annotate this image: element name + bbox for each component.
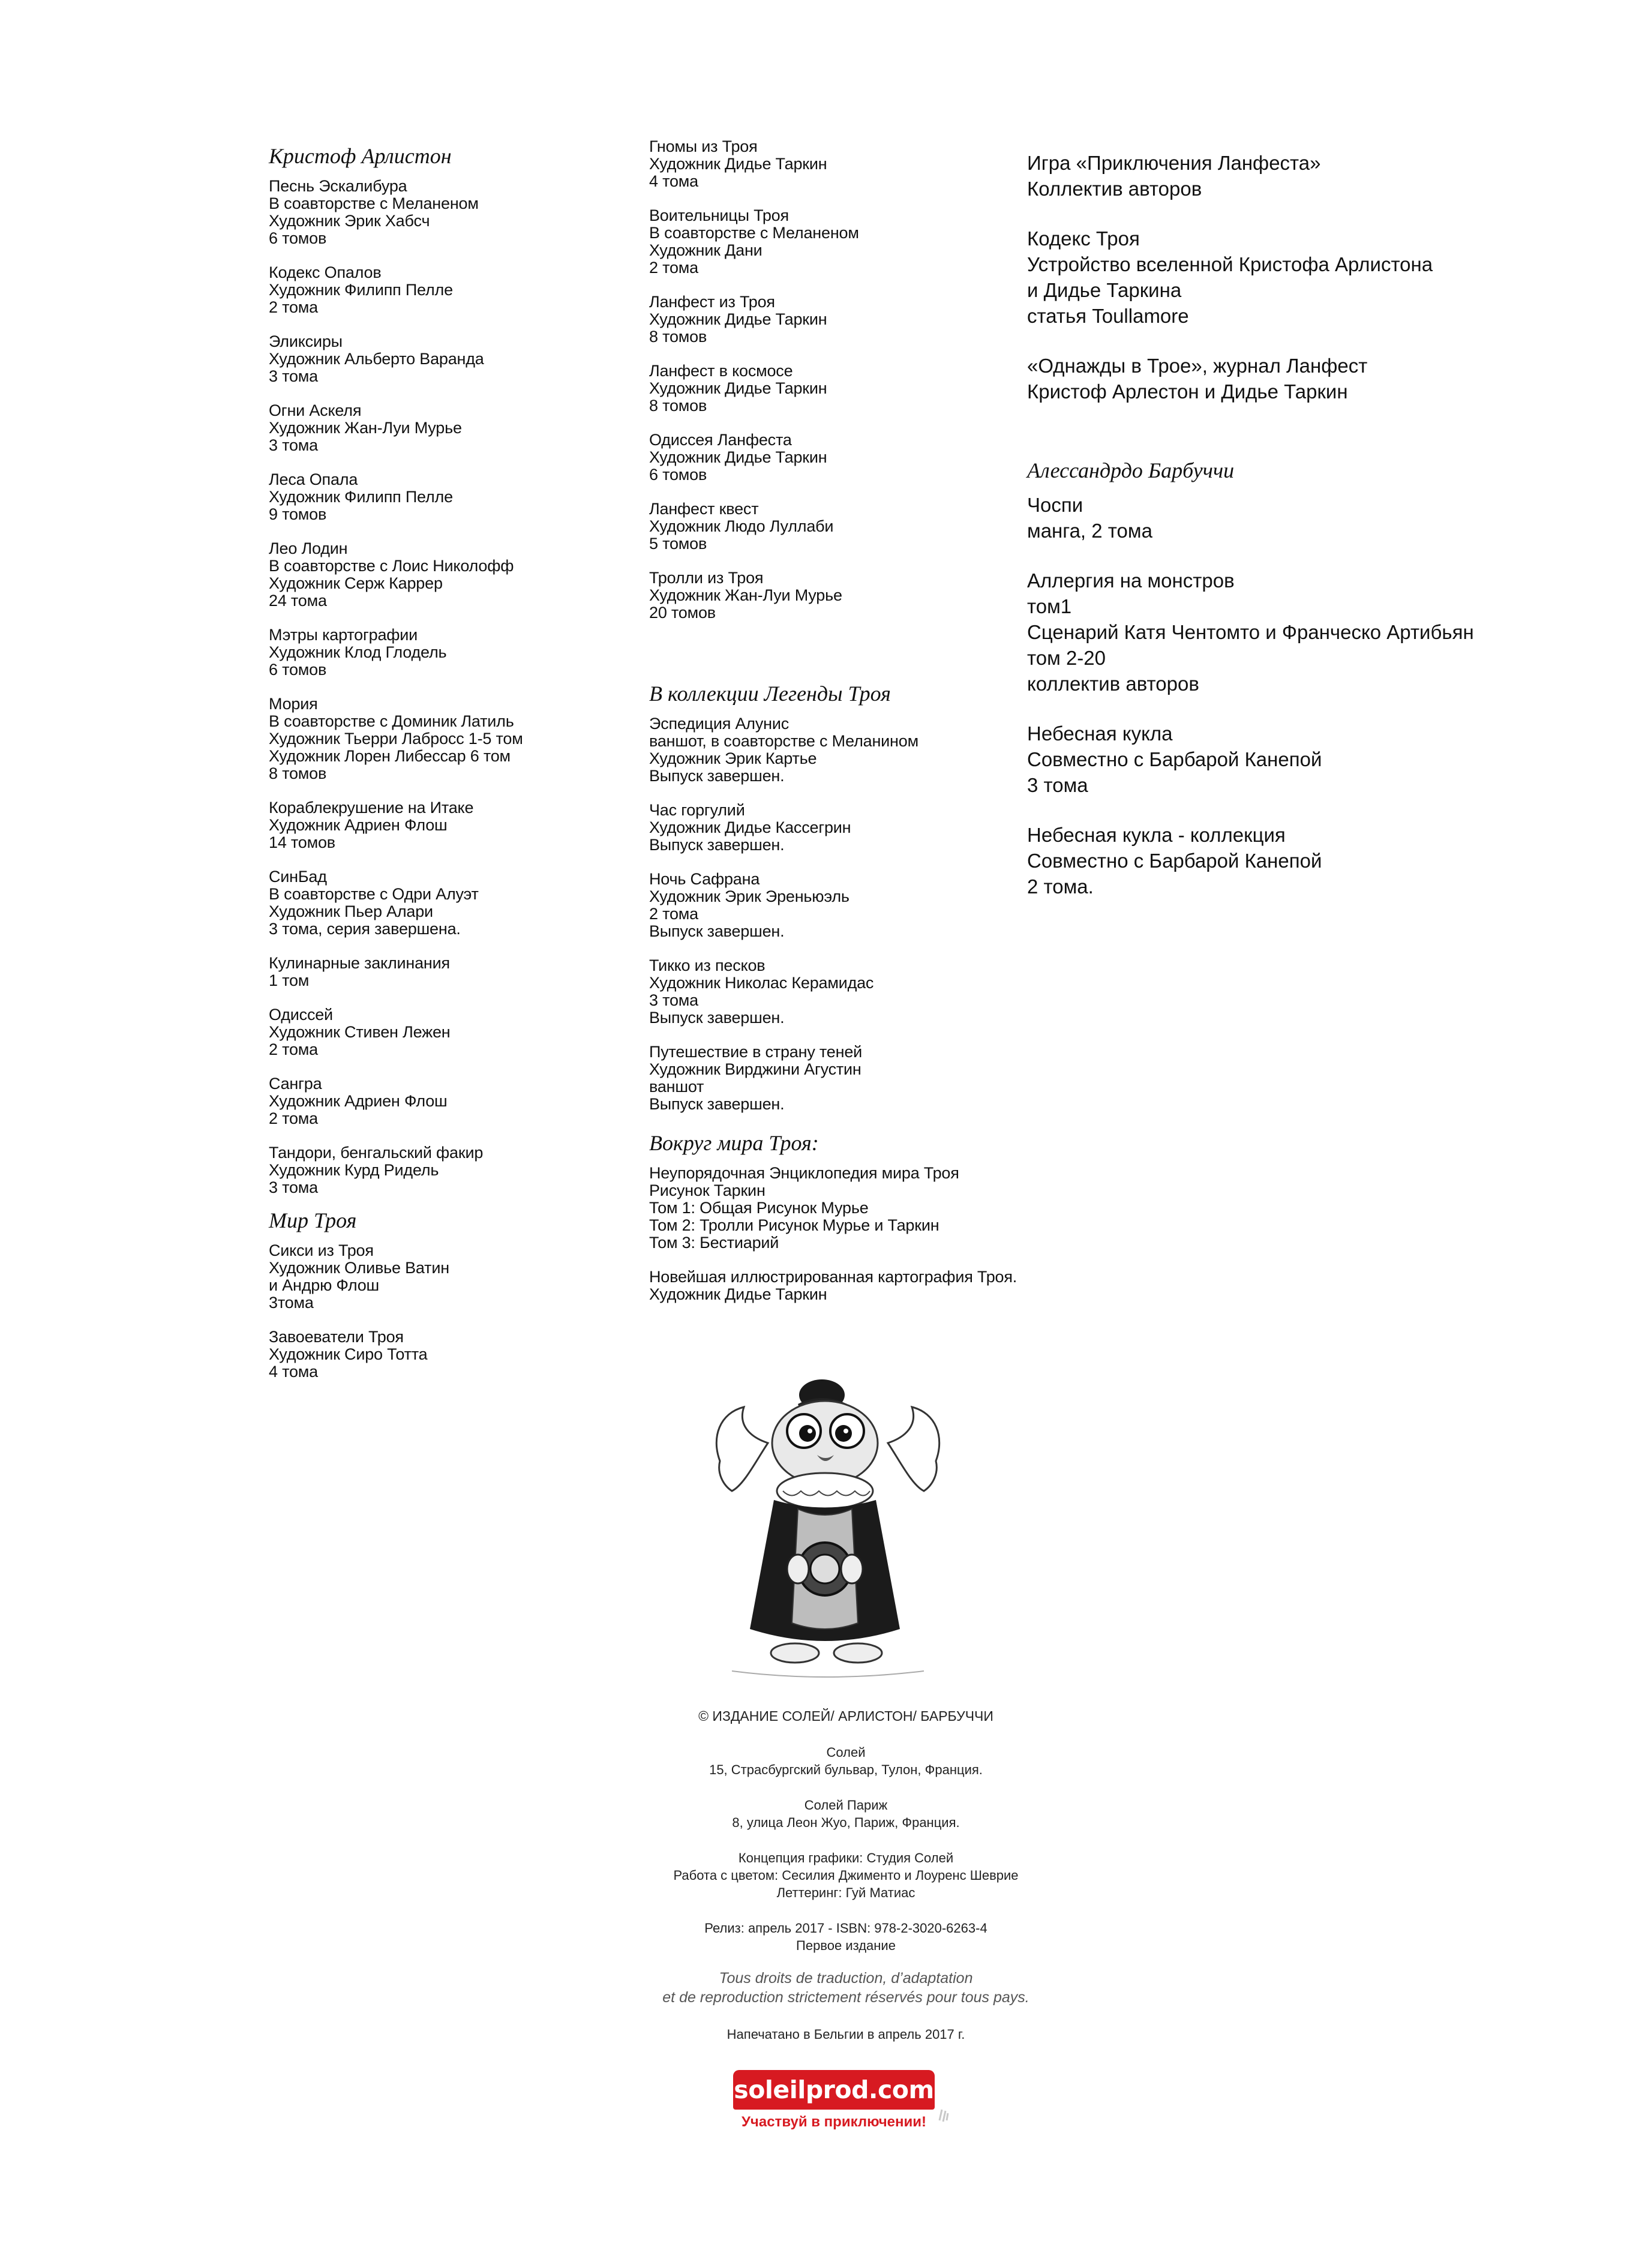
book-detail: Совместно с Барбарой Канепой <box>1027 850 1322 872</box>
book-detail: Художник Филипп Пелле <box>269 281 453 299</box>
mascot-illustration-icon <box>708 1371 948 1683</box>
book-detail: Художник Жан-Луи Мурье <box>269 419 462 437</box>
book-entry <box>269 402 605 454</box>
book-detail: 8 томов <box>269 764 327 782</box>
book-detail: Коллектив авторов <box>1027 178 1202 200</box>
book-detail: Художник Дидье Таркин <box>649 379 827 397</box>
book-entry <box>649 1165 1021 1252</box>
book-detail: 3 тома <box>1027 774 1088 796</box>
book-detail: Выпуск завершен. <box>649 1009 785 1027</box>
book-title: Час горгулий <box>649 801 745 819</box>
book-detail: том1 <box>1027 595 1072 617</box>
book-detail: Художник Дидье Таркин <box>649 310 827 328</box>
paris-office-name: Солей Париж <box>804 1798 888 1813</box>
book-entry <box>1027 492 1567 544</box>
book-detail: Художник Адриен Флош <box>269 816 448 834</box>
book-entry <box>269 868 605 938</box>
book-title: Одиссей <box>269 1006 333 1024</box>
release-info: Релиз: апрель 2017 - ISBN: 978-2-3020-6263-4 <box>704 1921 987 1936</box>
book-detail: манга, 2 тома <box>1027 520 1152 542</box>
book-detail: Художник Жан-Луи Мурье <box>649 586 842 604</box>
book-detail: В соавторстве с Меланеном <box>649 224 859 242</box>
book-list <box>649 1165 1021 1303</box>
book-title: Кулинарные заклинания <box>269 954 450 972</box>
paris-office-address: 8, улица Леон Жуо, Париж, Франция. <box>732 1815 960 1830</box>
section-heading-around-world: Вокруг мира Троя: <box>649 1131 819 1155</box>
book-entry <box>649 500 1021 553</box>
book-detail: Художник Тьерри Лабросс 1-5 том <box>269 730 523 748</box>
logo-tagline: Участвуй в приключении! <box>742 2114 926 2130</box>
book-entry <box>269 955 605 989</box>
book-detail: Художник Дани <box>649 241 763 259</box>
column-middle <box>649 138 1021 1320</box>
book-detail: Выпуск завершен. <box>649 836 785 854</box>
book-entry <box>649 293 1021 346</box>
book-title: Кодекс Троя <box>1027 227 1140 250</box>
book-detail: Художник Оливье Ватин <box>269 1259 449 1277</box>
book-detail: Художник Эрик Картье <box>649 749 817 767</box>
book-detail: Выпуск завершен. <box>649 1095 785 1113</box>
book-detail: ваншот <box>649 1078 704 1096</box>
section-heading-mir-troya: Мир Троя <box>269 1208 357 1232</box>
book-detail: коллектив авторов <box>1027 673 1199 695</box>
book-detail: 2 тома. <box>1027 875 1094 898</box>
book-detail: 4 тома <box>269 1363 318 1381</box>
printed-info: Напечатано в Бельгии в апрель 2017 г. <box>727 2027 965 2042</box>
rights-notice-line1: Tous droits de traduction, d’adaptation <box>719 1970 973 1987</box>
book-detail: Художник Эрик Эреньюэль <box>649 887 849 905</box>
book-entry <box>1027 150 1567 202</box>
book-list <box>269 1242 605 1381</box>
book-detail: 2 тома <box>649 905 698 923</box>
book-title: Песнь Эскалибура <box>269 177 407 195</box>
book-detail: Художник Дидье Таркин <box>649 155 827 173</box>
book-title: Тикко из песков <box>649 956 766 974</box>
book-entry <box>1027 353 1567 404</box>
credit-graphics: Концепция графики: Студия Солей <box>738 1850 954 1865</box>
book-title: Новейшая иллюстрированная картография Троя. <box>649 1268 1017 1286</box>
book-title: Ланфест квест <box>649 500 759 518</box>
book-detail: Устройство вселенной Кристофа Арлистона <box>1027 253 1433 275</box>
book-detail: Художник Филипп Пелле <box>269 488 453 506</box>
book-title: Завоеватели Троя <box>269 1328 404 1346</box>
book-entry <box>269 471 605 523</box>
book-detail: 4 тома <box>649 172 698 190</box>
column-left <box>269 143 605 1397</box>
book-detail: ваншот, в соавторстве с Меланином <box>649 732 918 750</box>
publisher-address: 15, Страсбургский бульвар, Тулон, Франция. <box>709 1762 983 1777</box>
book-list <box>1027 492 1567 899</box>
book-detail: Том 1: Общая Рисунок Мурье <box>649 1199 869 1217</box>
book-title: Аллергия на монстров <box>1027 569 1235 592</box>
book-entry <box>649 431 1021 484</box>
book-detail: Художник Сиро Тотта <box>269 1345 428 1363</box>
book-detail: В соавторстве с Доминик Латиль <box>269 712 514 730</box>
book-title: Сангра <box>269 1075 322 1093</box>
book-detail: Художник Альберто Варанда <box>269 350 484 368</box>
book-detail: 8 томов <box>649 397 707 415</box>
book-entry <box>269 333 605 385</box>
book-detail: 20 томов <box>649 604 716 622</box>
book-detail: 8 томов <box>649 328 707 346</box>
book-list <box>649 715 1021 1113</box>
rights-notice-line2: et de reproduction strictement réservés pour tous pays. <box>662 1989 1029 2006</box>
book-title: Леса Опала <box>269 470 358 488</box>
book-detail: Художник Дидье Таркин <box>649 1285 827 1303</box>
book-detail: Художник Курд Ридель <box>269 1161 439 1179</box>
book-title: Небесная кукла <box>1027 722 1173 745</box>
sun-mark-icon <box>936 2106 954 2124</box>
section-gap <box>1027 428 1567 457</box>
book-title: Ланфест из Троя <box>649 293 775 311</box>
book-detail: 9 томов <box>269 505 327 523</box>
book-entry <box>649 715 1021 785</box>
book-entry <box>649 802 1021 854</box>
book-title: Мэтры картографии <box>269 626 418 644</box>
book-entry <box>269 1144 605 1196</box>
book-entry <box>269 264 605 316</box>
book-detail: статья Toullamore <box>1027 305 1189 327</box>
book-entry <box>1027 721 1567 798</box>
book-title: Мория <box>269 695 318 713</box>
book-detail: 2 тома <box>269 1109 318 1127</box>
book-detail: 6 томов <box>649 466 707 484</box>
book-detail: 3 тома <box>649 991 698 1009</box>
book-detail: 2 тома <box>269 298 318 316</box>
book-entry <box>269 799 605 851</box>
book-entry <box>649 569 1021 622</box>
book-detail: 1 том <box>269 971 310 989</box>
book-entry <box>269 1328 605 1381</box>
book-entry <box>1027 822 1567 899</box>
book-detail: Том 2: Тролли Рисунок Мурье и Таркин <box>649 1216 939 1234</box>
book-entry <box>269 695 605 782</box>
book-detail: и Дидье Таркина <box>1027 279 1182 301</box>
book-detail: Художник Пьер Алари <box>269 902 433 920</box>
book-title: Кодекс Опалов <box>269 263 382 281</box>
book-detail: В соавторстве с Одри Алуэт <box>269 885 479 903</box>
book-detail: 2 тома <box>269 1040 318 1058</box>
book-title: СинБад <box>269 868 327 886</box>
section-heading-barbucci: Алессандрдо Барбуччи <box>1027 458 1235 482</box>
publisher-name: Солей <box>826 1745 866 1760</box>
column-right <box>1027 150 1567 923</box>
book-entry <box>649 957 1021 1027</box>
book-title: Ланфест в космосе <box>649 362 793 380</box>
book-detail: Художник Серж Каррер <box>269 574 443 592</box>
book-title: Гномы из Троя <box>649 137 758 155</box>
book-detail: 3 тома, серия завершена. <box>269 920 461 938</box>
book-detail: 24 тома <box>269 592 327 610</box>
book-title: Ночь Сафрана <box>649 870 760 888</box>
book-detail: 6 томов <box>269 229 327 247</box>
book-title: Путешествие в страну теней <box>649 1043 863 1061</box>
book-detail: 2 тома <box>649 259 698 277</box>
book-title: Огни Аскеля <box>269 401 362 419</box>
book-entry <box>1027 226 1567 329</box>
credit-color: Работа с цветом: Сесилия Джименто и Лоуренс Шеврие <box>673 1868 1019 1883</box>
book-detail: и Андрю Флош <box>269 1276 379 1294</box>
book-detail: Художник Стивен Лежен <box>269 1023 451 1041</box>
book-detail: Выпуск завершен. <box>649 922 785 940</box>
book-entry <box>269 1075 605 1127</box>
book-title: Одиссея Ланфеста <box>649 431 792 449</box>
book-detail: Художник Клод Глодель <box>269 643 447 661</box>
book-entry <box>269 1242 605 1312</box>
book-title: Эликсиры <box>269 332 343 350</box>
section-heading-legends: В коллекции Легенды Троя <box>649 682 891 706</box>
book-detail: Сценарий Катя Чентомто и Франческо Артибьян <box>1027 621 1474 643</box>
book-detail: том 2-20 <box>1027 647 1106 669</box>
book-detail: Художник Николас Керамидас <box>649 974 874 992</box>
book-title: Лео Лодин <box>269 539 348 557</box>
book-detail: 6 томов <box>269 661 327 679</box>
book-title: Небесная кукла - коллекция <box>1027 824 1286 846</box>
book-detail: Рисунок Таркин <box>649 1181 766 1199</box>
book-list <box>269 178 605 1196</box>
book-detail: 5 томов <box>649 535 707 553</box>
book-detail: 3тома <box>269 1294 314 1312</box>
book-list <box>649 138 1021 622</box>
book-title: Неупорядочная Энциклопедия мира Троя <box>649 1164 959 1182</box>
book-detail: Художник Лорен Либессар 6 том <box>269 747 511 765</box>
book-entry <box>1027 568 1567 697</box>
book-title: Кораблекрушение на Итаке <box>269 799 474 817</box>
book-detail: Художник Дидье Кассегрин <box>649 818 851 836</box>
book-entry <box>269 1006 605 1058</box>
book-detail: В соавторстве с Меланеном <box>269 194 479 212</box>
book-detail: Кристоф Арлестон и Дидье Таркин <box>1027 380 1348 403</box>
book-title: Чоспи <box>1027 494 1083 516</box>
book-title: Игра «Приключения Ланфеста» <box>1027 152 1321 174</box>
book-entry <box>269 540 605 610</box>
edition-info: Первое издание <box>796 1938 896 1953</box>
book-detail: Том 3: Бестиарий <box>649 1234 779 1252</box>
book-detail: Художник Эрик Хабсч <box>269 212 430 230</box>
book-title: Воительницы Троя <box>649 206 789 224</box>
book-detail: Художник Вирджини Агустин <box>649 1060 861 1078</box>
book-entry <box>649 207 1021 277</box>
book-title: «Однажды в Трое», журнал Ланфест <box>1027 355 1368 377</box>
book-detail: Совместно с Барбарой Канепой <box>1027 748 1322 770</box>
book-list <box>1027 150 1567 404</box>
section-gap <box>649 638 1021 680</box>
book-entry <box>269 178 605 247</box>
book-detail: 3 тома <box>269 367 318 385</box>
book-detail: Художник Дидье Таркин <box>649 448 827 466</box>
book-detail: Художник Адриен Флош <box>269 1092 448 1110</box>
book-detail: 14 томов <box>269 833 335 851</box>
copyright-line: © ИЗДАНИЕ СОЛЕЙ/ АРЛИСТОН/ БАРБУЧЧИ <box>698 1708 993 1724</box>
book-entry <box>649 362 1021 415</box>
book-detail: Выпуск завершен. <box>649 767 785 785</box>
book-title: Эспедиция Алунис <box>649 715 790 733</box>
book-entry <box>269 626 605 679</box>
book-detail: Художник Людо Луллаби <box>649 517 834 535</box>
book-title: Тролли из Троя <box>649 569 764 587</box>
book-entry <box>649 1268 1021 1303</box>
book-detail: 3 тома <box>269 1178 318 1196</box>
book-detail: 3 тома <box>269 436 318 454</box>
book-detail: В соавторстве с Лоис Николофф <box>269 557 514 575</box>
book-title: Тандори, бенгальский факир <box>269 1144 484 1162</box>
book-title: Сикси из Троя <box>269 1241 374 1259</box>
book-entry <box>649 138 1021 190</box>
publisher-logo-link[interactable]: soleilprod.com <box>733 2070 935 2110</box>
section-heading-arliston: Кристоф Арлистон <box>269 144 452 168</box>
credit-lettering: Леттеринг: Гуй Матиас <box>776 1885 915 1900</box>
book-entry <box>649 1043 1021 1113</box>
book-entry <box>649 871 1021 940</box>
